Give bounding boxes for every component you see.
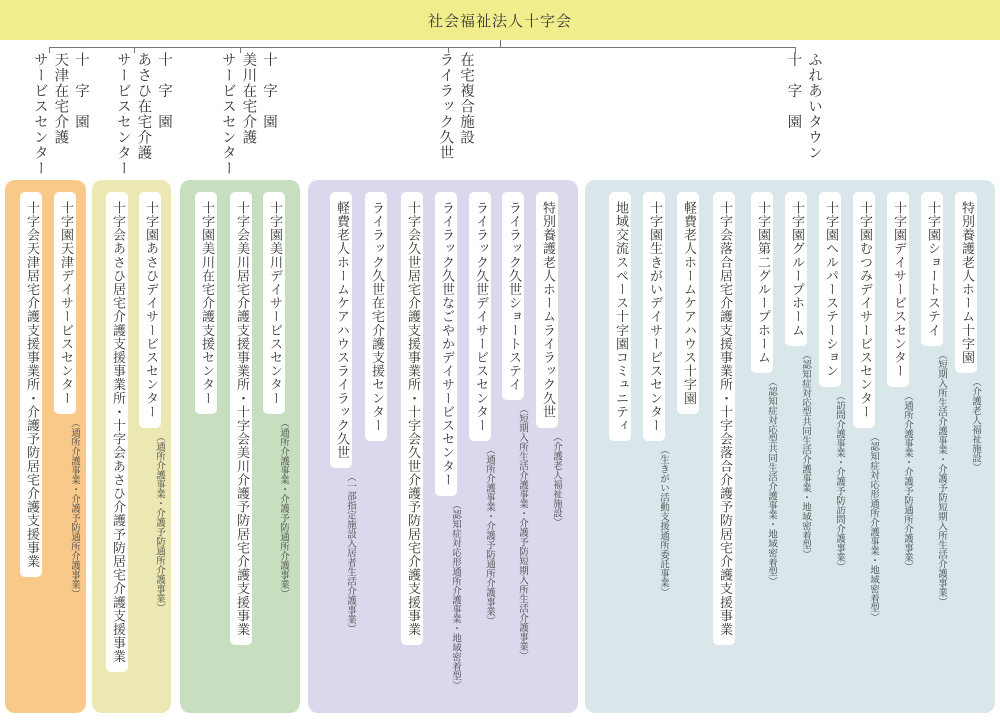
service-card: 十字園天津デイサービスセンター [54, 192, 76, 414]
service-card: 十字園ヘルパーステーション [819, 192, 841, 387]
service-card: ライラック久世なごやかデイサービスセンター [435, 192, 457, 496]
service-card: 十字会あさひ居宅介護支援事業所・十字会あさひ介護予防居宅介護支援事業 [106, 192, 128, 672]
service-card: 十字会落合居宅介護支援事業所・十字会落合介護予防居宅介護支援事業 [713, 192, 735, 645]
service-category: （認知症対応形通所介護事業・地域密着型） [868, 431, 879, 622]
service-card: 十字園生きがいデイサービスセンター [643, 192, 665, 441]
service-category: （短期入所生活介護事業・介護予防短期入所生活介護事業） [517, 404, 528, 661]
connector-main [500, 40, 501, 48]
service-card: ライラック久世在宅介護支援センター [365, 192, 387, 441]
service-category: （介護老人福祉施設） [551, 431, 562, 527]
service-category: （通所介護事業・介護予防通所介護事業） [154, 431, 165, 613]
service-card: 十字園グループホーム [785, 192, 807, 346]
service-category: （介護老人福祉施設） [970, 377, 981, 473]
service-category: （生きがい活動支援通所委託事業） [658, 445, 669, 598]
service-category: （通所介護事業・介護予防通所介護事業） [69, 418, 80, 599]
service-card: 地域交流スペース十字園コミュニティ [609, 192, 631, 441]
facility-title-asa: 十 字 園 あさひ在宅介護 サービスセンター [114, 52, 172, 176]
service-card: 十字園美川デイサービスセンター [263, 192, 285, 414]
service-card: 軽費老人ホームケアハウスライラック久世 [330, 192, 352, 468]
service-card: 特別養護老人ホーム十字園 [955, 192, 977, 373]
service-card: ライラック久世デイサービスセンター [469, 192, 491, 441]
service-category: （通所介護事業・介護予防通所介護事業） [278, 418, 289, 599]
service-card: 十字園デイサービスセンター [887, 192, 909, 387]
service-card: 特別養護老人ホームライラック久世 [536, 192, 558, 428]
service-card: ライラック久世ショートステイ [502, 192, 524, 400]
facility-title-fureai: ふれあいタウン 十 字 園 [785, 52, 822, 161]
service-category: （訪問介護事業・介護予防訪問介護事業） [834, 390, 845, 572]
service-category: （通所介護事業・介護予防通所介護事業） [484, 445, 495, 626]
service-card: 十字会久世居宅介護支援事業所・十字会久世介護予防居宅介護支援事業 [401, 192, 423, 645]
facility-title-bika: 十 字 園 美川在宅介護 サービスセンター [219, 52, 277, 176]
service-category: （一部指定施設入居者生活介護事業） [345, 472, 356, 634]
service-card: 十字園美川在宅介護支援センター [195, 192, 217, 414]
service-card: 十字園あさひデイサービスセンター [139, 192, 161, 428]
facility-title-lila: 在宅複合施設 ライラック久世 [437, 52, 474, 161]
org-title: 社会福祉法人十字会 [0, 0, 1000, 40]
service-category: （認知症対応形通所介護事業・地域密着型） [450, 499, 461, 690]
service-category: （短期入所生活介護事業・介護予防短期入所生活介護事業） [936, 350, 947, 607]
service-card: 十字園むつみデイサービスセンター [853, 192, 875, 428]
service-card: 十字園ショートステイ [921, 192, 943, 346]
service-category: （認知症対応型共同生活介護事業・地域密着型） [800, 350, 811, 559]
service-card: 十字会天津居宅介護支援事業所・介護予防居宅介護支援事業 [20, 192, 42, 577]
service-card: 十字会美川居宅介護支援事業所・十字会美川介護予防居宅介護支援事業 [230, 192, 252, 645]
service-card: 軽費老人ホームケアハウス十字園 [677, 192, 699, 414]
service-category: （認知症対応型共同生活介護事業・地域密着型） [766, 377, 777, 587]
service-category: （通所介護事業・介護予防通所介護事業） [902, 390, 913, 572]
service-card: 十字園第二グループホーム [751, 192, 773, 373]
facility-title-tsu: 十 字 園 天津在宅介護 サービスセンター [31, 52, 89, 176]
connector-horizontal [49, 47, 795, 48]
